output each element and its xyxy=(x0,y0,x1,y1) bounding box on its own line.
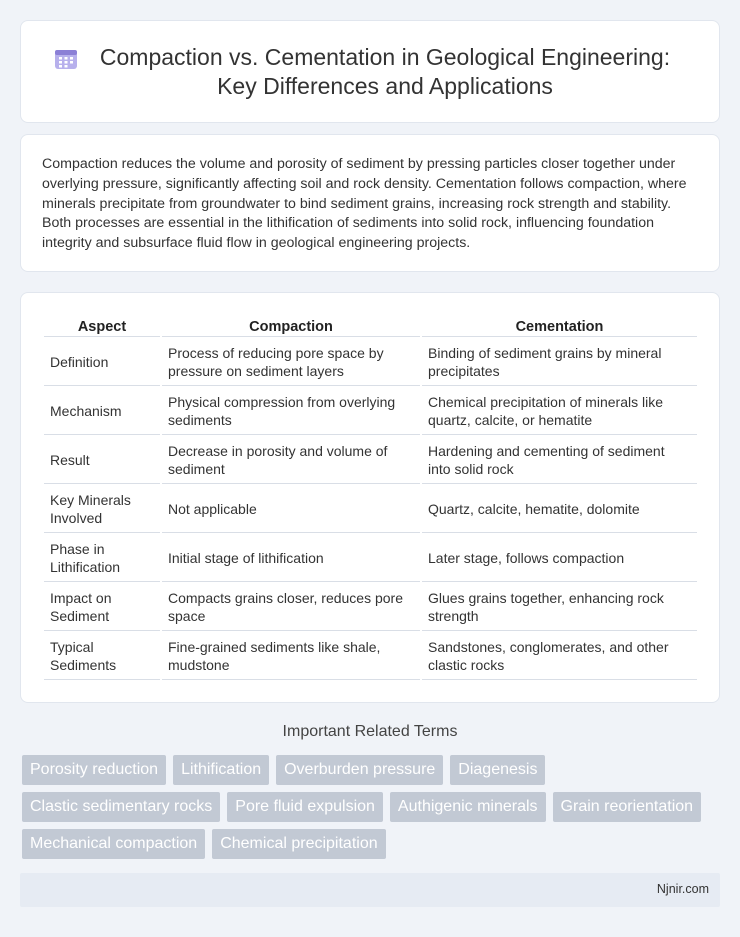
cell-compaction: Decrease in porosity and volume of sediment xyxy=(162,437,420,484)
cell-aspect: Result xyxy=(44,437,160,484)
related-terms-tags xyxy=(22,755,722,866)
term-tag[interactable]: Grain reorientation xyxy=(553,792,702,822)
cell-compaction: Physical compression from overlying sediments xyxy=(162,388,420,435)
term-tag[interactable]: Mechanical compaction xyxy=(22,829,205,859)
term-tag[interactable]: Porosity reduction xyxy=(22,755,166,785)
table-row xyxy=(44,437,697,484)
title-card xyxy=(20,20,720,123)
cell-compaction: Process of reducing pore space by pressure on sediment layers xyxy=(162,339,420,386)
cell-aspect: Key Minerals Involved xyxy=(44,486,160,533)
cell-cementation: Chemical precipitation of minerals like quartz, calcite, or hematite xyxy=(422,388,697,435)
cell-aspect: Definition xyxy=(44,339,160,386)
header-cementation: Cementation xyxy=(422,315,697,337)
footer xyxy=(20,873,720,907)
tag-row xyxy=(22,829,722,859)
cell-aspect: Typical Sediments xyxy=(44,633,160,680)
cell-cementation: Later stage, follows compaction xyxy=(422,535,697,582)
cell-compaction: Initial stage of lithification xyxy=(162,535,420,582)
term-tag[interactable]: Clastic sedimentary rocks xyxy=(22,792,220,822)
header-compaction: Compaction xyxy=(162,315,420,337)
term-tag[interactable]: Chemical precipitation xyxy=(212,829,385,859)
header-aspect: Aspect xyxy=(44,315,160,337)
cell-aspect: Impact on Sediment xyxy=(44,584,160,631)
cell-cementation: Binding of sediment grains by mineral precipitates xyxy=(422,339,697,386)
table-row xyxy=(44,339,697,386)
cell-cementation: Quartz, calcite, hematite, dolomite xyxy=(422,486,697,533)
intro-card xyxy=(20,134,720,272)
cell-compaction: Not applicable xyxy=(162,486,420,533)
term-tag[interactable]: Authigenic minerals xyxy=(390,792,546,822)
tag-row xyxy=(22,755,722,785)
footer-site[interactable]: Njnir.com xyxy=(656,882,709,896)
table-row xyxy=(44,486,697,533)
table-row xyxy=(44,388,697,435)
table-row xyxy=(44,633,697,680)
table-header-row xyxy=(44,315,697,337)
term-tag[interactable]: Pore fluid expulsion xyxy=(227,792,383,822)
comparison-table-card xyxy=(20,292,720,703)
cell-aspect: Phase in Lithification xyxy=(44,535,160,582)
cell-cementation: Glues grains together, enhancing rock strength xyxy=(422,584,697,631)
table-row xyxy=(44,584,697,631)
term-tag[interactable]: Diagenesis xyxy=(450,755,545,785)
intro-paragraph: Compaction reduces the volume and porosity of sediment by pressing particles closer together under overlying pressure, significantly affecting soil and rock density. Cementation follows compaction, where minerals precipitate from groundwater to bind sediment grains, increasing rock strength and stability. Both processes are essential in the lithification of sediments into solid rock, influencing foundation integrity and subsurface fluid flow in geological engineering projects. xyxy=(42,156,687,252)
term-tag[interactable]: Lithification xyxy=(173,755,269,785)
cell-aspect: Mechanism xyxy=(44,388,160,435)
cell-compaction: Fine-grained sediments like shale, mudstone xyxy=(162,633,420,680)
cell-compaction: Compacts grains closer, reduces pore space xyxy=(162,584,420,631)
cell-cementation: Hardening and cementing of sediment into solid rock xyxy=(422,437,697,484)
related-terms-heading: Important Related Terms xyxy=(282,723,458,740)
cell-cementation: Sandstones, conglomerates, and other clastic rocks xyxy=(422,633,697,680)
term-tag[interactable]: Overburden pressure xyxy=(276,755,443,785)
page-title: Compaction vs. Cementation in Geological Engineering: Key Differences and Applications xyxy=(99,43,671,99)
table-row xyxy=(44,535,697,582)
tag-row xyxy=(22,792,722,822)
comparison-table xyxy=(42,313,699,682)
